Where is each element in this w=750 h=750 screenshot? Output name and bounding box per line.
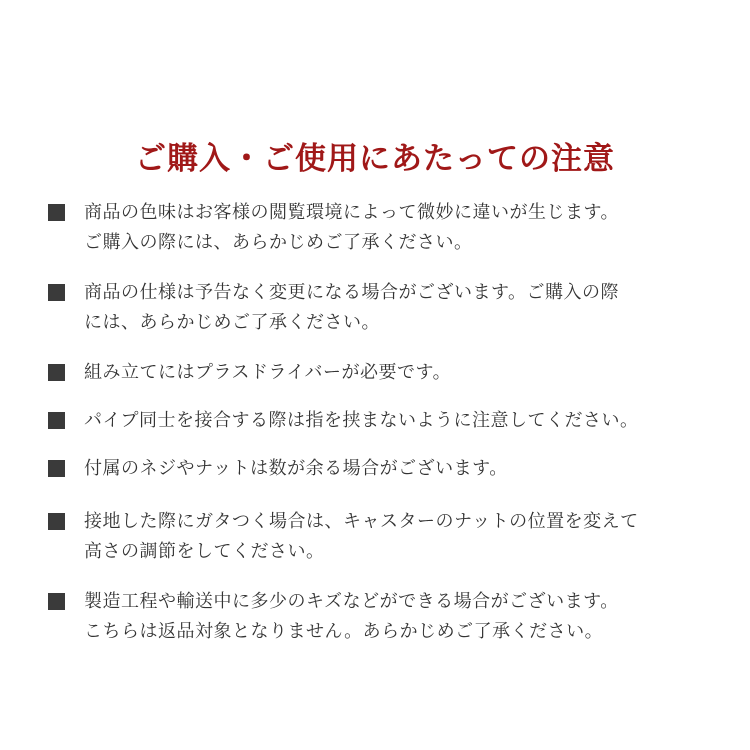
page-title: ご購入・ご使用にあたっての注意 bbox=[135, 140, 615, 177]
square-bullet-icon bbox=[48, 412, 65, 429]
notice-text: 製造工程や輸送中に多少のキズなどができる場合がございます。 こちらは返品対象となりません。あらかじめご了承ください。 bbox=[84, 591, 619, 642]
notice-text: 商品の仕様は予告なく変更になる場合がございます。ご購入の際 には、あらかじめご了承ください。 bbox=[84, 282, 620, 333]
notice-text: 組み立てにはプラスドライバーが必要です。 bbox=[84, 362, 452, 383]
square-bullet-icon bbox=[48, 284, 65, 301]
notice-text: パイプ同士を接合する際は指を挟まないように注意してください。 bbox=[84, 410, 639, 431]
square-bullet-icon bbox=[48, 513, 65, 530]
notice-text: 付属のネジやナットは数が余る場合がございます。 bbox=[84, 458, 508, 479]
square-bullet-icon bbox=[48, 204, 65, 221]
square-bullet-icon bbox=[48, 460, 65, 477]
square-bullet-icon bbox=[48, 593, 65, 610]
square-bullet-icon bbox=[48, 364, 65, 381]
notice-text: 商品の色味はお客様の閲覧環境によって微妙に違いが生じます。 ご購入の際には、あらかじめご了承ください。 bbox=[84, 202, 620, 253]
notice-text: 接地した際にガタつく場合は、キャスターのナットの位置を変えて 高さの調節をしてください。 bbox=[84, 511, 639, 562]
